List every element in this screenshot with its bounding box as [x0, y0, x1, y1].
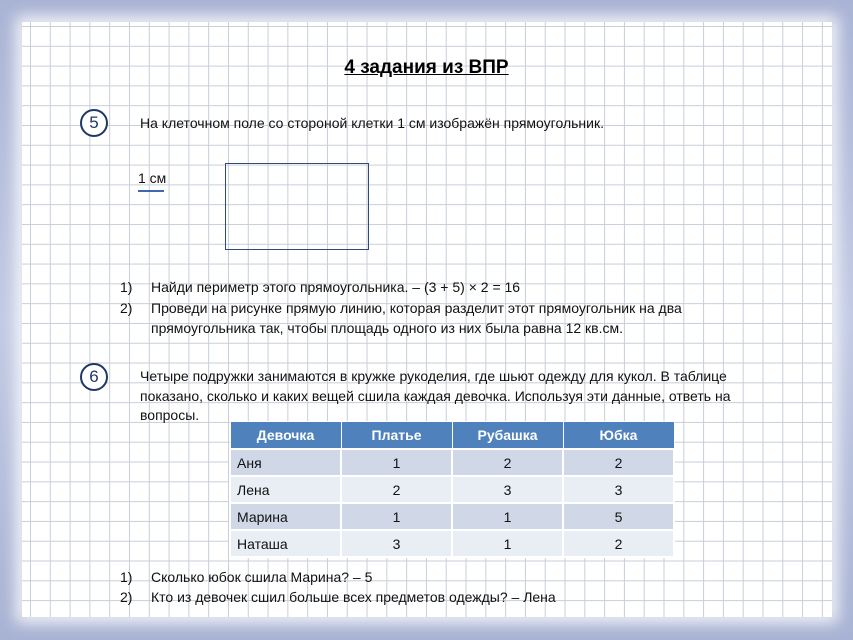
question-text: прямоугольника так, чтобы площадь одного из них была равна 12 кв.см.: [151, 320, 624, 336]
task-6-text-line-2: показано, сколько и каких вещей сшила каждая девочка. Используя эти данные, ответь на: [140, 388, 731, 404]
table-row: [230, 530, 674, 557]
header-dress: Платье: [341, 422, 452, 450]
cell-name: Марина: [230, 503, 341, 530]
cell-value: 1: [341, 503, 452, 530]
cell-value: 3: [563, 476, 674, 503]
task-6-text-line-3: вопросы.: [140, 407, 200, 423]
table-row: [230, 449, 674, 476]
task-5-text: На клеточном поле со стороной клетки 1 см изображён прямоугольник.: [140, 115, 604, 131]
sewing-table: [229, 421, 675, 558]
cell-name: Лена: [230, 476, 341, 503]
task-5-question-2: [120, 298, 770, 318]
task-5-number-badge: 5: [80, 109, 108, 137]
cell-name: Наташа: [230, 530, 341, 557]
task-5-question-1: [120, 277, 770, 297]
question-text: Найди периметр этого прямоугольника. – (3 + 5) × 2 = 16: [151, 279, 521, 295]
task-5-question-2-continued: [120, 318, 770, 338]
list-number: 1): [120, 569, 133, 585]
header-girl: Девочка: [230, 422, 341, 450]
cell-value: 1: [452, 503, 563, 530]
list-number: 2): [120, 300, 133, 316]
task-6-question-2: [120, 587, 770, 607]
rectangle-figure: [225, 163, 369, 250]
task-6-text-line-1: Четыре подружки занимаются в кружке рукоделия, где шьют одежду для кукол. В таблице: [140, 368, 727, 384]
question-text: Проведи на рисунке прямую линию, которая разделит этот прямоугольник на два: [151, 300, 682, 316]
unit-label: 1 см: [138, 170, 167, 186]
question-text: Сколько юбок сшила Марина? – 5: [151, 569, 373, 585]
task-6-number-badge: 6: [80, 363, 108, 391]
cell-value: 3: [452, 476, 563, 503]
table-header-row: [230, 422, 674, 450]
table-row: [230, 476, 674, 503]
page-title: 4 задания из ВПР: [344, 57, 509, 78]
task-6-question-1: [120, 567, 770, 587]
cell-value: 1: [341, 449, 452, 476]
cell-value: 2: [452, 449, 563, 476]
unit-segment: [138, 190, 164, 192]
cell-value: 3: [341, 530, 452, 557]
table-row: [230, 503, 674, 530]
header-shirt: Рубашка: [452, 422, 563, 450]
cell-value: 2: [563, 449, 674, 476]
list-number: 2): [120, 589, 133, 605]
question-text: Кто из девочек сшил больше всех предметов одежды? – Лена: [151, 589, 556, 605]
cell-value: 2: [341, 476, 452, 503]
list-number: 1): [120, 279, 133, 295]
header-skirt: Юбка: [563, 422, 674, 450]
cell-value: 2: [563, 530, 674, 557]
cell-value: 5: [563, 503, 674, 530]
cell-value: 1: [452, 530, 563, 557]
cell-name: Аня: [230, 449, 341, 476]
